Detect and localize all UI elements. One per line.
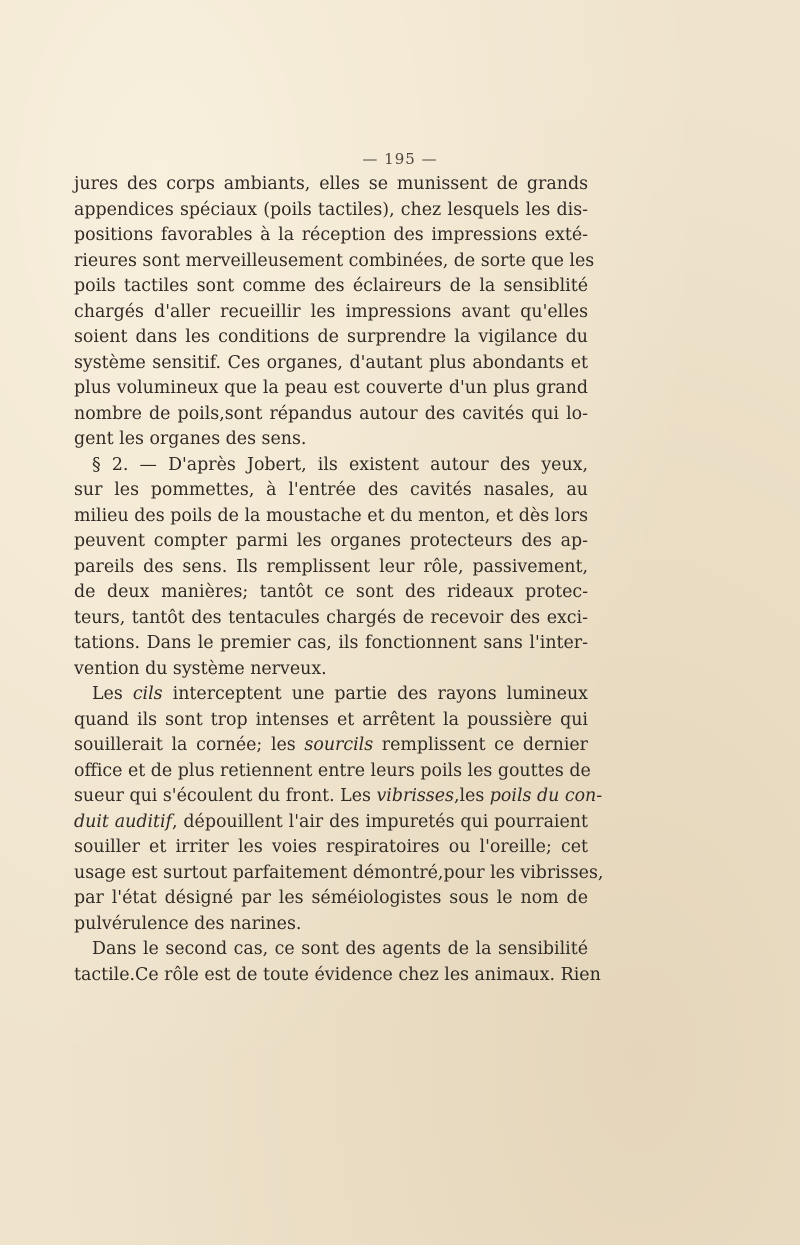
text-line: rieures sont merveilleusement combinées, de sorte que les [74, 250, 595, 271]
text-line: tactile.Ce rôle est de toute évidence chez les animaux. Rien [74, 964, 601, 985]
body-text [74, 172, 604, 988]
text-line: nombre de poils,sont répandus autour des cavités qui lo- [74, 403, 588, 424]
paragraph [74, 172, 595, 453]
text-line: milieu des poils de la moustache et du menton, et dès lors [74, 505, 588, 526]
paragraph [74, 453, 588, 683]
text-line: § 2. — D'après Jobert, ils existent autour des yeux, [92, 454, 588, 475]
text-line: office et de plus retiennent entre leurs poils les gouttes de [74, 760, 591, 781]
text-line: souiller et irriter les voies respiratoires ou l'oreille; cet [74, 837, 588, 857]
text-line: plus volumineux que la peau est couverte d'un plus grand [74, 378, 588, 398]
text-line: gent les organes des sens. [74, 429, 307, 449]
text-line: quand ils sont trop intenses et arrêtent la poussière qui [74, 709, 588, 730]
text-line: par l'état désigné par les séméiologistes sous le nom de [74, 888, 588, 908]
text-line: pareils des sens. Ils remplissent leur rôle, passivement, [74, 556, 588, 577]
text-line: système sensitif. Ces organes, d'autant plus abondants et [74, 352, 588, 373]
text-line: positions favorables à la réception des impressions exté- [74, 225, 588, 245]
page-number: — 195 — [362, 150, 438, 168]
text-line: sueur qui s'écoulent du front. Les vibrisses,les poils du con- [74, 786, 603, 806]
text-line: tations. Dans le premier cas, ils fonctionnent sans l'inter- [74, 633, 588, 653]
text-line: vention du système nerveux. [74, 658, 327, 679]
paragraph [74, 937, 601, 988]
text-line: chargés d'aller recueillir les impressions avant qu'elles [74, 301, 588, 322]
text-line: jures des corps ambiants, elles se munissent de grands [74, 174, 588, 194]
text-line: Les cils interceptent une partie des rayons lumineux [92, 684, 588, 704]
text-line: pulvérulence des narines. [74, 913, 302, 934]
text-line: poils tactiles sont comme des éclaireurs de la sensiblité [74, 276, 588, 296]
text-line: Dans le second cas, ce sont des agents de la sensibilité [92, 939, 588, 959]
paragraph [74, 682, 604, 937]
text-line: soient dans les conditions de surprendre la vigilance du [74, 327, 588, 347]
text-line: teurs, tantôt des tentacules chargés de recevoir des exci- [74, 607, 588, 628]
text-line: de deux manières; tantôt ce sont des rideaux protec- [74, 582, 588, 602]
text-line: duit auditif, dépouillent l'air des impuretés qui pourraient [74, 811, 588, 832]
text-line: sur les pommettes, à l'entrée des cavités nasales, au [74, 480, 588, 500]
text-line: usage est surtout parfaitement démontré,pour les vibrisses, [74, 862, 604, 883]
text-line: peuvent compter parmi les organes protecteurs des ap- [74, 531, 588, 551]
text-line: souillerait la cornée; les sourcils remplissent ce dernier [74, 735, 588, 755]
text-line: appendices spéciaux (poils tactiles), chez lesquels les dis- [74, 199, 588, 220]
